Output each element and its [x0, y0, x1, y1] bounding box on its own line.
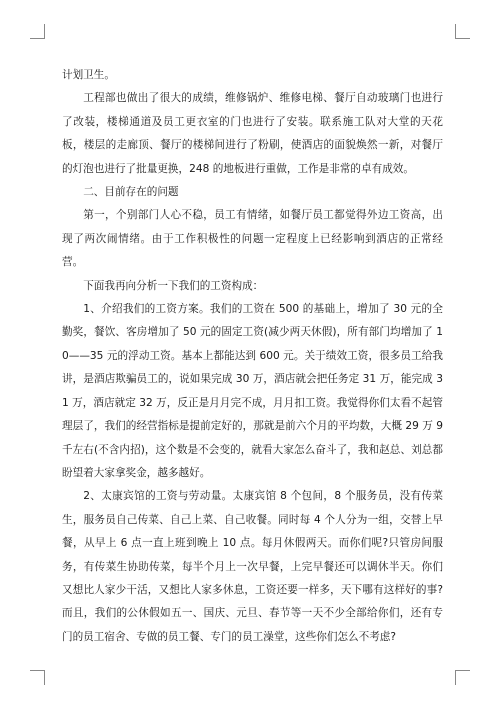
paragraph: 1、介绍我们的工资方案。我们的工资在 500 的基础上，增加了 30 元的全勤奖，餐饮、客房增加了 50 元的固定工资(减少两天休假)，所有部门均增加了 10——35 元的浮动工资。基本上都能达到 600 元。关于绩效工资，很多员工给我讲，是酒店欺骗员工的，说如果完成 30 万，酒店就会把任务定 31 万，能完成 31 万，酒店就定 32 万，反正是月月完不成，月月扣工资。我觉得你们太看不起管理层了，我们的经营指标是提前定好的，那就是前六个月的平均数，大概 29 万 9 千左右(不含内招)，这个数是不会变的，就看大家怎么奋斗了，我和赵总、刘总都盼望着大家拿奖金，越多越好。 [62, 303, 443, 479]
paragraph: 2、太康宾馆的工资与劳动量。太康宾馆 8 个包间，8 个服务员，没有传菜生，服务员自己传菜、自己上菜、自己收餐。同时每 4 个人分为一组，交替上早餐，从早上 6 点一直上班到晚上 10 点。每月休假两天。而你们呢?只管房间服务，有传菜生协助传菜，每半个月上一次早餐，上完早餐还可以调休半天。你们又想比人家少干活，又想比人家多休息，工资还要一样多，天下哪有这样好的事?而且，我们的公休假如五一、国庆、元旦、春节等一天不少全部给你们，还有专门的员工宿舍、专做的员工餐、专门的员工澡堂，这些你们怎么不考虑? [62, 490, 443, 643]
crop-mark-bottom-right [455, 670, 470, 685]
paragraph: 工程部也做出了很大的成绩，维修锅炉、维修电梯、餐厅自动玻璃门也进行了改装，楼梯通道及员工更衣室的门也进行了安装。联系施工队对大堂的天花板，楼层的走廊顶、餐厅的楼梯间进行了粉刷，使酒店的面貌焕然一新，对餐厅的灯泡也进行了批量更换，248 的地板进行重做，工作是非常的卓有成效。 [62, 92, 443, 175]
crop-mark-top-right [455, 24, 470, 39]
crop-mark-top-left [30, 24, 45, 39]
section-heading: 二、目前存在的问题 [83, 186, 179, 199]
document-body [62, 64, 443, 649]
paragraph: 第一，个别部门人心不稳，员工有情绪，如餐厅员工都觉得外边工资高，出现了两次闹情绪。由于工作积极性的问题一定程度上已经影响到酒店的正常经营。 [62, 209, 443, 269]
paragraph: 下面我再向分析一下我们的工资构成： [83, 279, 264, 292]
paragraph: 计划卫生。 [62, 69, 115, 81]
crop-mark-bottom-left [30, 670, 45, 685]
